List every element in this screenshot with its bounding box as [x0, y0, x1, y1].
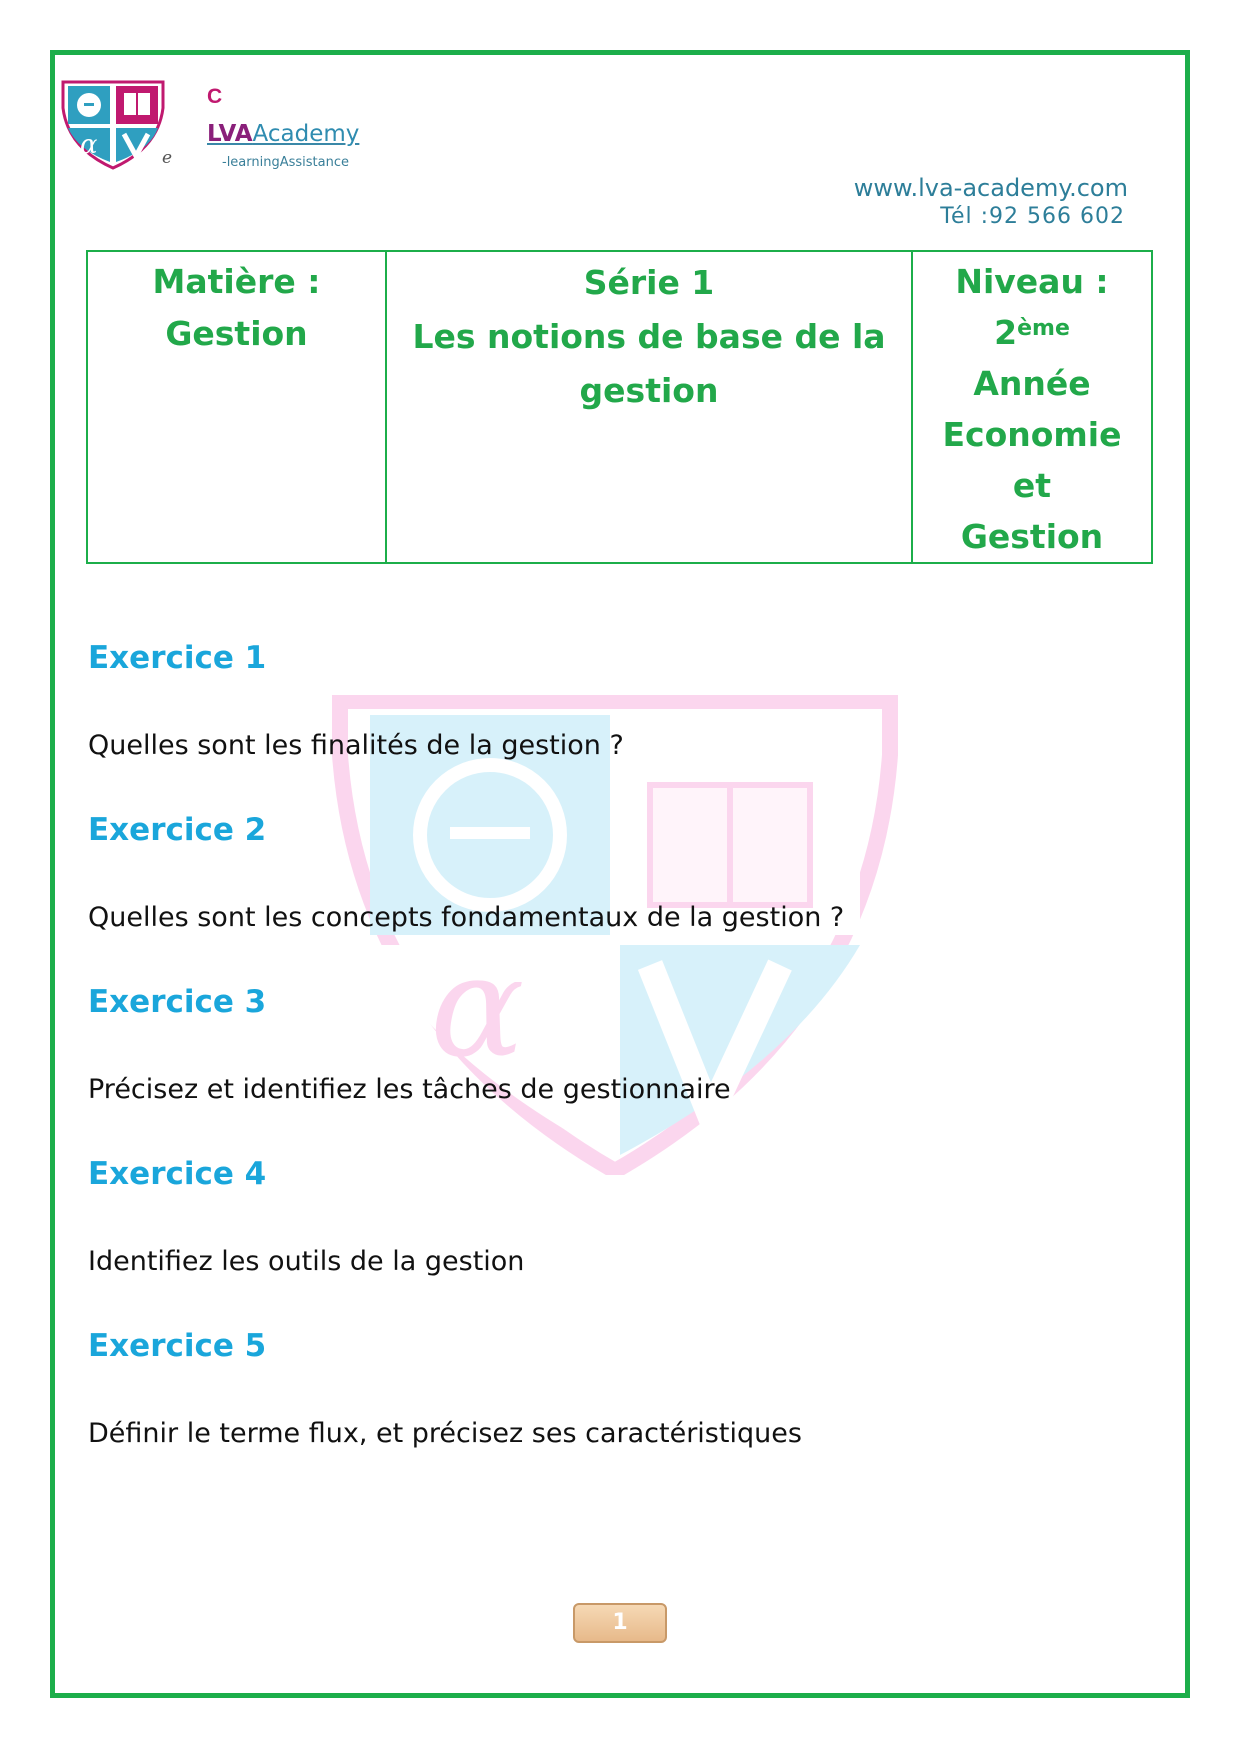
niveau-line-4: Gestion	[960, 517, 1104, 556]
exercise-text-5: Définir le terme flux, et précisez ses caractéristiques	[88, 1418, 802, 1449]
niveau-line-2: Année	[973, 364, 1091, 403]
brand-academy: Academy	[252, 121, 360, 147]
brand-c: C	[207, 85, 223, 108]
niveau-label: Niveau : 2	[955, 262, 1109, 352]
brand-lva: LVA	[207, 121, 253, 147]
niveau-label-row	[919, 256, 1145, 358]
matiere-cell	[87, 251, 386, 563]
exercise-text-2: Quelles sont les concepts fondamentaux de la gestion ?	[88, 902, 845, 933]
website-link[interactable]: www.lva-academy.com	[853, 174, 1128, 202]
exercise-text-3: Précisez et identifiez les tâches de gestionnaire	[88, 1074, 731, 1105]
exercise-title-2: Exercice 2	[88, 812, 267, 848]
exercise-title-5: Exercice 5	[88, 1328, 267, 1364]
logo-e-letter: e	[162, 148, 173, 168]
svg-text:α: α	[430, 926, 525, 1089]
page-number: 1	[573, 1603, 667, 1643]
exercise-text-1: Quelles sont les finalités de la gestion ?	[88, 730, 624, 761]
phone-number: Tél :92 566 602	[940, 204, 1125, 229]
niveau-line-3: Economie et	[942, 415, 1122, 505]
lva-shield-logo	[58, 78, 168, 170]
brand-tagline: -learningAssistance	[222, 155, 349, 170]
serie-cell	[386, 251, 912, 563]
serie-title-line-2: Les notions de base de la	[412, 317, 886, 356]
exercise-title-3: Exercice 3	[88, 984, 267, 1020]
serie-label: Série 1	[583, 263, 715, 302]
matiere-value: Gestion	[165, 314, 308, 353]
header-table	[86, 250, 1153, 564]
niveau-cell	[912, 251, 1152, 563]
exercise-text-4: Identifiez les outils de la gestion	[88, 1246, 525, 1277]
exercise-title-4: Exercice 4	[88, 1156, 267, 1192]
niveau-sup: ème	[1017, 316, 1070, 341]
svg-text:α: α	[80, 130, 98, 160]
brand-name[interactable]	[207, 121, 359, 147]
serie-title-line-3: gestion	[579, 371, 719, 410]
exercise-title-1: Exercice 1	[88, 640, 267, 676]
matiere-label: Matière :	[152, 262, 321, 301]
